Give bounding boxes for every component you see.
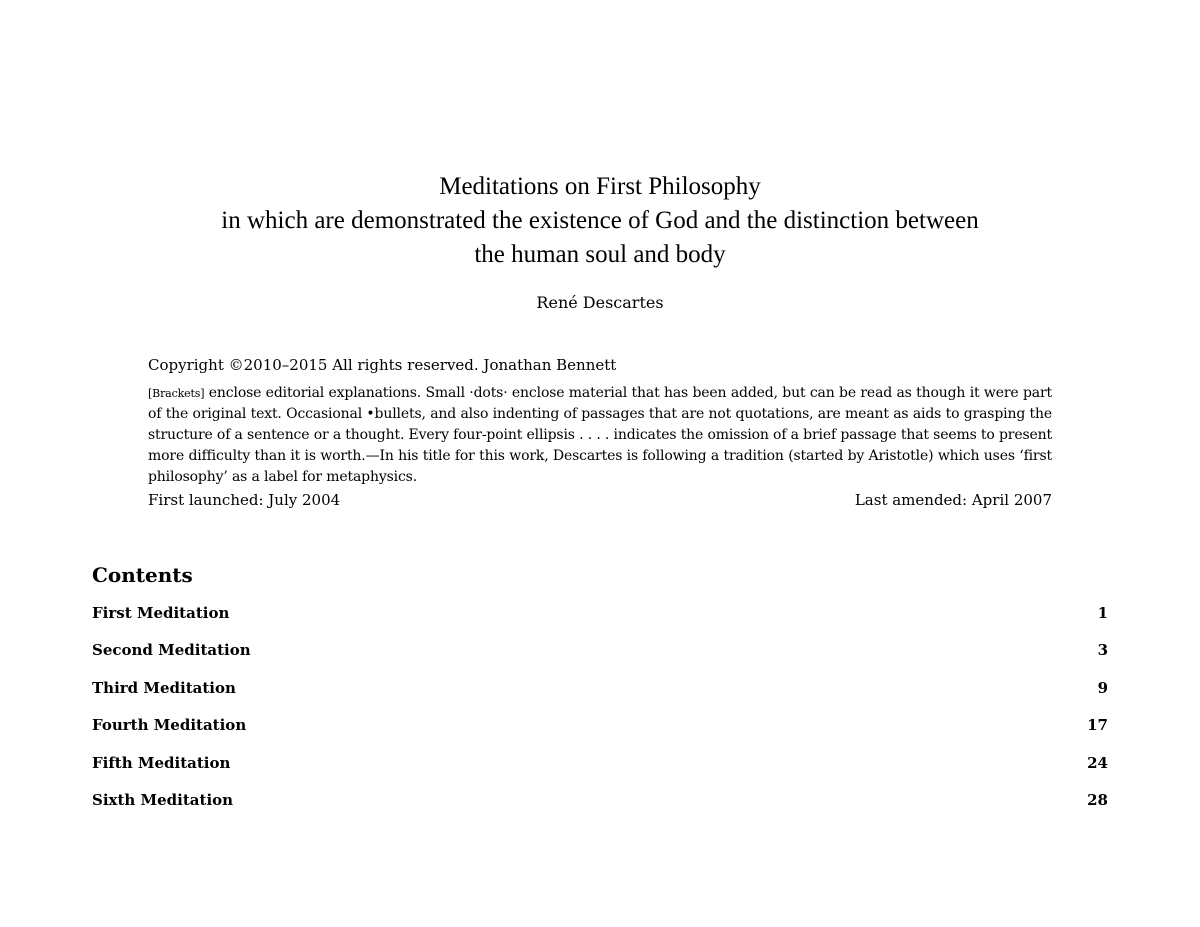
copyright-notice: Copyright ©2010–2015 All rights reserved. Jonathan Bennett xyxy=(148,356,617,374)
author-name: René Descartes xyxy=(536,293,664,312)
contents-heading: Contents xyxy=(92,563,193,587)
editorial-note xyxy=(148,383,1052,488)
toc-item-page: 24 xyxy=(1087,753,1108,772)
toc-item-page: 28 xyxy=(1087,790,1108,809)
toc-item-title: Third Meditation xyxy=(92,678,236,697)
document-title xyxy=(60,170,1140,272)
toc-item[interactable] xyxy=(92,754,1108,791)
toc-item-title: Sixth Meditation xyxy=(92,790,234,809)
editorial-note-body: enclose editorial explanations. Small ·dots· enclose material that has been added, but can be read as though it were part of the original text. Occasional •bullets, and also indenting of passages that are not quotations, are meant as aids to grasping the structure of a sentence or a thought. Every four-point ellipsis . . . . indicates the omission of a brief passage that seems to present more difficulty than it is worth.—In his title for this work, Descartes is following a tradition (started by Aristotle) which uses ‘first philosophy’ as a label for metaphysics. xyxy=(148,385,1052,485)
first-launched: First launched: July 2004 xyxy=(148,491,341,509)
toc-item[interactable] xyxy=(92,716,1108,753)
toc-item-page: 9 xyxy=(1097,678,1108,697)
toc-item-page: 1 xyxy=(1097,604,1108,622)
last-amended: Last amended: April 2007 xyxy=(854,491,1052,509)
table-of-contents xyxy=(92,604,1108,828)
toc-item[interactable] xyxy=(92,641,1108,678)
title-line-3: the human soul and body xyxy=(474,241,726,268)
toc-item-title: Fourth Meditation xyxy=(92,716,247,735)
toc-item-page: 3 xyxy=(1097,641,1108,660)
toc-item[interactable] xyxy=(92,679,1108,716)
publication-dates xyxy=(148,491,1052,509)
title-line-1: Meditations on First Philosophy xyxy=(439,173,761,200)
toc-item-title: Second Meditation xyxy=(92,641,251,660)
toc-item[interactable] xyxy=(92,604,1108,641)
toc-item[interactable] xyxy=(92,791,1108,828)
toc-item-page: 17 xyxy=(1087,716,1108,735)
title-line-2: in which are demonstrated the existence of God and the distinction between xyxy=(221,207,979,234)
toc-item-title: Fifth Meditation xyxy=(92,753,231,772)
brackets-label: [Brackets] xyxy=(148,387,205,400)
toc-item-title: First Meditation xyxy=(92,604,230,622)
